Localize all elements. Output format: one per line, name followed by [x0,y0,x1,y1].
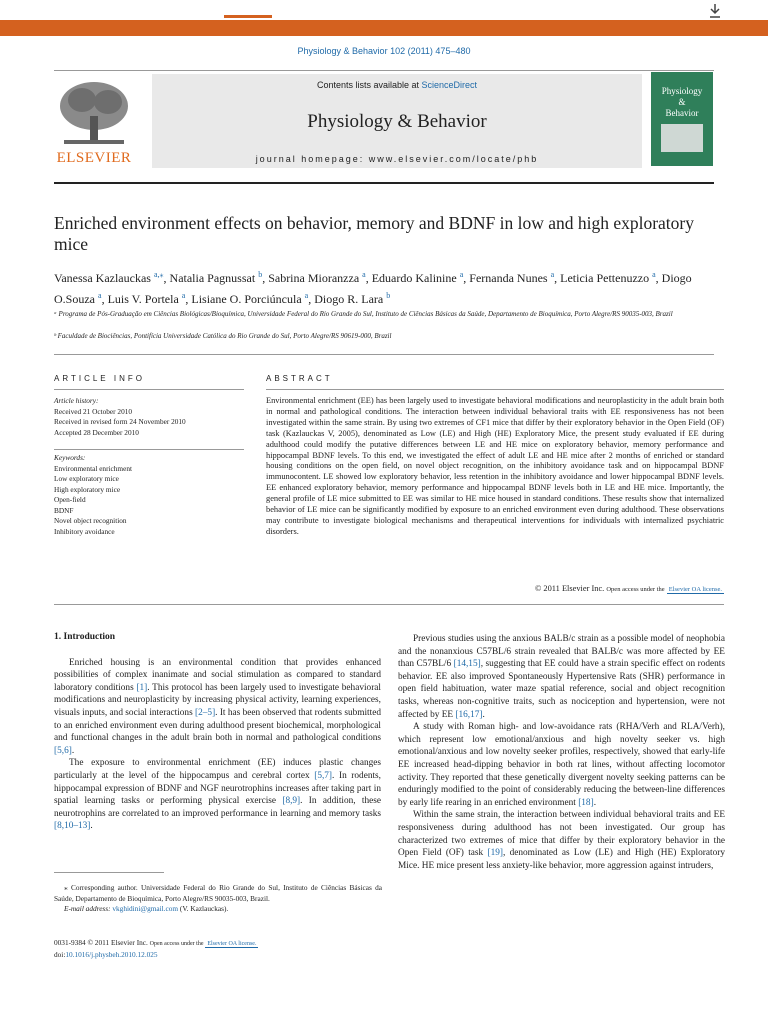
keyword-list [54,464,244,538]
oa-license-link[interactable]: Elsevier OA license. [668,586,722,593]
header-bottom-rule [54,182,714,184]
author-affiliation-marker[interactable]: b [258,270,263,279]
corresponding-author-footnote: ⁎ Corresponding author. Universidade Federal do Rio Grande do Sul, Instituto de Ciências Básicas da Saúde, Departamento de Bioquímica, Porto Alegre/RS 90035-003, Brazil. E-mail address: vkghidini@gmail.com (V. Kazlauckas). [54,883,382,913]
keyword: High exploratory mice [54,484,121,494]
author-name[interactable]: Vanessa Kazlauckas $^{a,⁎}$ [54,270,164,285]
footnote-rule [54,872,164,873]
keyword: BDNF [54,505,74,515]
author-name[interactable]: Fernanda Nunes $^a$ [469,270,555,285]
cover-title: Physiology & Behavior [661,86,703,118]
history-divider [54,449,244,450]
keywords-block: Keywords: Environmental enrichment Low exploratory mice High exploratory mice Open-field BDNF Novel object recognition Inhibitory avoidance [54,453,244,537]
abstract-copyright: © 2011 Elsevier Inc. Open access under the Elsevier OA license. [534,584,722,593]
author-affiliation-marker[interactable]: a [550,270,555,279]
author-affiliation-marker[interactable]: a [98,291,102,300]
keyword: Novel object recognition [54,516,127,525]
author-name[interactable]: Lisiane O. Porciúncula $^a$ [191,291,309,306]
author-affiliation-marker[interactable]: a [459,270,464,279]
body-paragraph: The exposure to environmental enrichment (EE) induces plastic changes particularly at the level of the hippocampus and cerebral cortex [5,7]. In rodents, hippocampal expression of BDNF and NGF neurotrophins increases after taking part in spatial learning tasks or performing physical exercise [8,9]. In addition, these neurotrophins are correlated to an improved performance in learning and memory tasks [8,10–13]. [54,758,382,832]
abstract-rule [266,389,724,390]
doi-link[interactable]: 10.1016/j.physbeh.2010.12.025 [65,949,158,959]
elsevier-wordmark: ELSEVIER [56,150,132,166]
citation-link[interactable]: [16,17] [455,709,483,720]
author-name[interactable]: Eduardo Kalinine $^a$ [371,270,464,285]
download-icon[interactable] [706,2,726,20]
keyword: Low exploratory mice [54,474,119,483]
author-name[interactable]: Diogo R. Lara $^b$ [314,291,391,306]
citation-link[interactable]: [18] [578,797,594,808]
journal-cover-image[interactable] [651,72,713,166]
author-name[interactable]: Leticia Pettenuzzo $^a$ [560,270,656,285]
keyword: Open-field [54,495,86,504]
journal-reference[interactable]: Physiology & Behavior 102 (2011) 475–480 [297,46,471,56]
keyword: Environmental enrichment [54,463,133,473]
citation-link[interactable]: [8,10–13] [54,821,91,832]
orange-banner [0,20,768,36]
author-name[interactable]: Natalia Pagnussat $^b$ [169,270,263,285]
intro-heading: 1. Introduction [54,632,116,642]
article-title: Enriched environment effects on behavior, memory and BDNF in low and high exploratory mice [54,213,694,254]
contents-line: Contents lists available at ScienceDirect [316,80,478,90]
top-strip [0,0,768,20]
abstract-bottom-rule [54,604,724,605]
author-name[interactable]: Luis V. Portela $^a$ [107,291,186,306]
article-history: Article history: Received 21 October 2010 Received in revised form 24 November 2010 Accepted 28 December 2010 [54,396,186,437]
author-affiliation-marker[interactable]: a [652,270,656,279]
author-email-link[interactable]: vkghidini@gmail.com [112,904,179,913]
sciencedirect-link[interactable]: ScienceDirect [421,80,478,90]
author-affiliation-marker[interactable]: a,⁎ [153,270,164,279]
issn-block: 0031-9384 © 2011 Elsevier Inc. Open access under the Elsevier OA license. doi:10.1016/j.physbeh.2010.12.025 [54,938,257,959]
header-top-rule [54,70,714,71]
affiliation-a: ᵃ Programa de Pós-Graduação em Ciências Biológicas/Bioquímica, Universidade Federal do Rio Grande do Sul, Instituto de Ciências Básicas da Saúde, Departamento de Bioquímica, Porto Alegre/RS 90035-003, Brazil [54,310,673,318]
author-affiliation-marker[interactable]: b [386,291,391,300]
keyword: Inhibitory avoidance [54,526,115,536]
citation-link[interactable]: [19] [487,848,503,859]
body-paragraph: A study with Roman high- and low-avoidance rats (RHA/Verh and RLA/Verh), which represent low emotional/anxious and high novelty seeker vs. high emotional/anxious and low novelty seeker profiles, respectively, showed that early-life EE increased head-dipping behavior in both rat lines, without affecting locomotor activity. They reported that these genetically divergent novelty seeking patterns can be enduringly modified to the point of considerably reducing the between-line differences by early life rearing in an enriched environment [18]. [398,722,725,808]
citation-link[interactable]: [2–5] [195,707,216,718]
author-list: Vanessa Kazlauckas $^{a,⁎}$, Natalia Pagnussat $^b$, Sabrina Mioranzza $^a$, Eduardo Kalinine $^a$, Fernanda Nunes $^a$, Leticia Pettenuzzo $^a$, Diogo O.Souza $^a$, Luis V. Portela $^a$, Lisiane O. Porciúncula $^a$, Diogo R. Lara $^b$ [54,270,692,306]
abstract-text: Environmental enrichment (EE) has been largely used to investigate behavioral modifications and neuroplasticity in the adult brain both in normal and pathological conditions. The interaction between individual behavioral traits with EE responsiveness has not been investigated within the same strain. By using two extremes of CF1 mice that differ by their exploratory behavior in the Open Field (OF) task (Kazlauckas V, 2005), denominated as Low (LE) and High (HE) Exploratory Mice, the present study evaluated if EE during adulthood could modify the putative differences between LE and HE mice on exploratory behavior, memory performance and hippocampal BDNF levels. To this end, we investigated the effect of adult LE and HE mice after 2 months of enriched or standard housing conditions on the open field, on novel object recognition, on the inhibitory avoidance task and on hippocampal BDNF immunocontent. LE showed low exploratory behavior, less retention in the inhibitory avoidance and lower hippocampal BDNF levels. EE enhanced exploratory behavior, memory performance and hippocampal BDNF levels both in LE and HE mice. Importantly, the general profile of LE mice submitted to EE was similar to HE mice housed in standard conditions. These results show that internalized behavior of LE mice can be significantly modified by exposure to an enriched environment even during adulthood. These observations may contribute to investigate biological mechanisms and therapeutical interventions for individuals with internalized psychiatric disorders. [266,396,724,536]
cover-graphic [661,124,703,152]
journal-title: Physiology & Behavior [307,111,487,132]
intro-right-column [398,633,725,872]
citation-link[interactable]: [14,15] [453,659,481,670]
citation-link[interactable]: [5,6] [54,745,72,756]
article-info-heading: ARTICLE INFO [54,374,145,383]
abstract-heading: ABSTRACT [266,374,333,383]
author-affiliation-marker[interactable]: a [304,291,309,300]
intro-left-column [54,631,381,833]
author-name[interactable]: Diogo O.Souza $^a$ [54,271,692,306]
issn-oa-license-link[interactable]: Elsevier OA license. [207,941,257,947]
author-affiliation-marker[interactable]: a [181,291,186,300]
body-paragraph: Enriched housing is an environmental condition that provides enhanced possibilities of complex inanimate and social stimulation as compared to standard laboratory conditions [1]. This protocol has been largely used to investigate behavioral modifications and neuroplasticity by increasing physical activity, learning experiences, visuals inputs, and social interactions [2–5]. It has been observed that rodents submitted to an enriched environment even during adulthood present biochemical, morphological and functional changes in the adult brain both in normal and pathological conditions [5,6]. [54,657,382,756]
journal-homepage[interactable]: journal homepage: www.elsevier.com/locate/phb [255,154,539,164]
author-affiliation-marker[interactable]: a [362,270,366,279]
banner-accent [224,15,272,18]
citation-link[interactable]: [5,7] [314,770,333,781]
author-name[interactable]: Sabrina Mioranzza $^a$ [268,270,366,285]
citation-link[interactable]: [8,9] [282,796,301,807]
article-info-rule [54,389,244,390]
affiliation-rule [54,354,714,355]
affiliation-b: ᵇ Faculdade de Biociências, Pontifícia Universidade Católica do Rio Grande do Sul, Porto Alegre/RS 90619-000, Brazil [54,332,392,340]
body-paragraph: Previous studies using the anxious BALB/c strain as a possible model of neophobia and the nonanxious C57BL/6 strain revealed that BALB/c was more affected by EE than C57BL/6 [14,15], suggesting that EE could have a strain specific effect on rodents behavior. EE also improved Spontaneously Hypertensive Rats (SHR) performance in open field habituation, water maze spatial reference, social and object recognition tasks, whereas non-cognitive traits, such as nociception and hypertension, were not affected by EE [16,17]. [398,634,725,720]
body-paragraph: Within the same strain, the interaction between individual behavioral traits and EE responsiveness during adulthood has not been investigated. Our group has characterized two extremes of mice that differ by their exploratory behavior in the Open Field (OF) task [19], denominated as Low (LE) and High (HE) Exploratory Mice. HE mice present less anxiety-like behavior, more aggression against intruders, [398,810,725,871]
citation-link[interactable]: [1] [136,682,148,693]
